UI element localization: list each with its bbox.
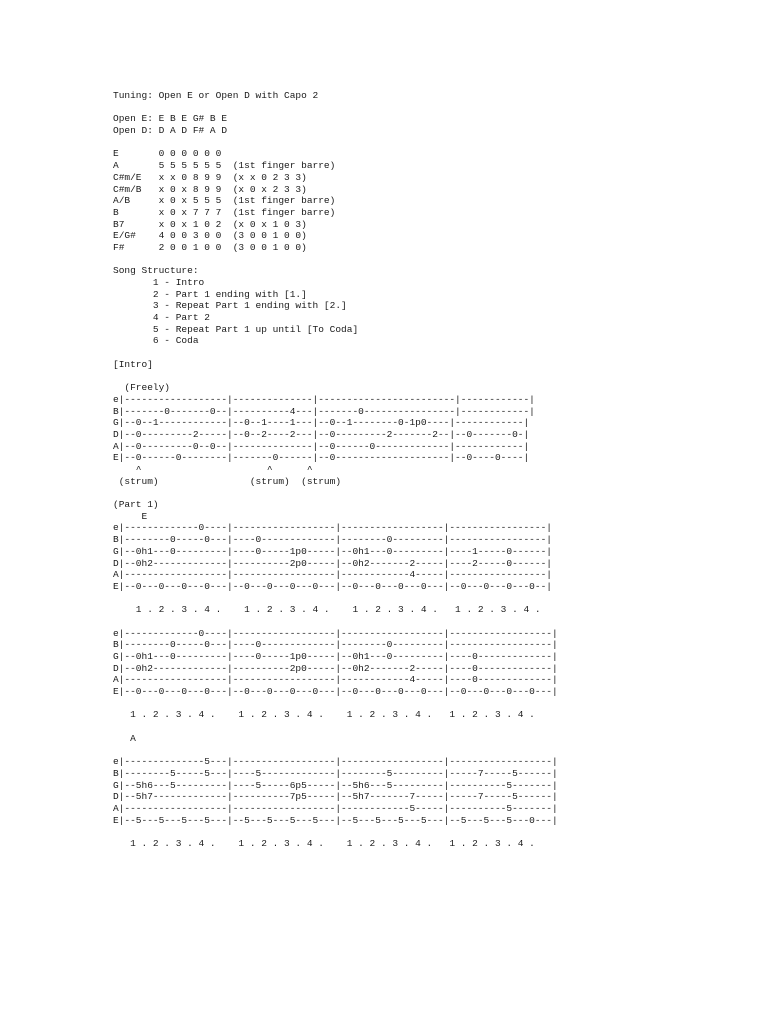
tuning-line: Tuning: Open E or Open D with Capo 2 <box>113 90 319 101</box>
tab-string: D|--0---------2-----|--0--2----2---|--0---------2-------2--|--0-------0-| <box>113 428 530 440</box>
tab-string: e|------------------|--------------|------------------------|------------| <box>113 393 535 405</box>
tab-string: B|--------5-----5---|----5-------------|--------5---------|-----7-----5------| <box>113 767 558 779</box>
chord-row: F# 2 0 0 1 0 0 (3 0 0 1 0 0) <box>113 241 307 253</box>
chord-row: B7 x 0 x 1 0 2 (x 0 x 1 0 3) <box>113 218 307 230</box>
structure-item: 6 - Coda <box>113 335 199 347</box>
tab-string: E|--5---5---5---5---|--5---5---5---5---|--5---5---5---5---|--5---5---5---0---| <box>113 814 558 826</box>
chord-row: C#m/B x 0 x 8 9 9 (x 0 x 2 3 3) <box>113 183 307 195</box>
tab-string: E|--0---0---0---0---|--0---0---0---0---|--0---0---0---0---|--0---0---0---0---| <box>113 686 558 698</box>
beat-count: 1 . 2 . 3 . 4 . 1 . 2 . 3 . 4 . 1 . 2 . 3 . 4 . 1 . 2 . 3 . 4 . <box>113 838 535 849</box>
part1-label: (Part 1) <box>113 499 159 511</box>
structure-item: 1 - Intro <box>113 277 205 288</box>
open-d-line: Open D: D A D F# A D <box>113 125 228 137</box>
intro-label: [Intro] <box>113 358 153 370</box>
strum-labels: (strum) (strum) (strum) <box>113 475 342 487</box>
tab-string: A|------------------|------------------|------------4-----|----0-------------| <box>113 674 558 686</box>
tab-document <box>113 90 753 850</box>
structure-title: Song Structure: <box>113 265 199 277</box>
tab-string: e|-------------0----|------------------|------------------|------------------| <box>113 627 558 639</box>
tab-string: e|-------------0----|------------------|------------------|-----------------| <box>113 522 552 534</box>
tab-string: B|--------0-----0---|----0-------------|--------0---------|------------------| <box>113 639 558 651</box>
intro-freely: (Freely) <box>113 382 171 394</box>
chord-row: E/G# 4 0 0 3 0 0 (3 0 0 1 0 0) <box>113 230 307 242</box>
song-structure <box>113 265 753 347</box>
open-e-line: Open E: E B E G# B E <box>113 113 228 125</box>
tab-string: G|--0h1---0---------|----0-----1p0-----|--0h1---0---------|----0-------------| <box>113 651 558 662</box>
tab-string: D|--0h2-------------|----------2p0-----|--0h2-------2-----|----2-----0------| <box>113 557 552 569</box>
tab-string: E|--0---0---0---0---|--0---0---0---0---|--0---0---0---0---|--0---0---0---0--| <box>113 580 552 592</box>
chord-row: C#m/E x x 0 8 9 9 (x x 0 2 3 3) <box>113 171 307 183</box>
tab-string: E|--0------0--------|-------0------|--0--------------------|--0----0----| <box>113 452 530 464</box>
intro-section <box>113 359 753 488</box>
chord-chart <box>113 148 753 253</box>
tab-string: A|------------------|------------------|------------5-----|----------5-------| <box>113 802 558 814</box>
tab-string: D|--5h7-------------|----------7p5-----|--5h7-------7-----|-----7-----5------| <box>113 791 558 803</box>
beat-count: 1 . 2 . 3 . 4 . 1 . 2 . 3 . 4 . 1 . 2 . 3 . 4 . 1 . 2 . 3 . 4 . <box>113 709 535 721</box>
structure-item: 5 - Repeat Part 1 up until [To Coda] <box>113 323 359 335</box>
tab-string: A|--0---------0--0--|--------------|--0------0-------------|------------| <box>113 440 530 452</box>
strum-carets: ^ ^ ^ <box>113 464 313 475</box>
tab-string: B|-------0-------0--|----------4---|-------0----------------|------------| <box>113 405 535 417</box>
beat-count: 1 . 2 . 3 . 4 . 1 . 2 . 3 . 4 . 1 . 2 . 3 . 4 . 1 . 2 . 3 . 4 . <box>113 604 541 616</box>
chord-row: B x 0 x 7 7 7 (1st finger barre) <box>113 206 336 218</box>
chord-row: A 5 5 5 5 5 5 (1st finger barre) <box>113 160 336 172</box>
tab-string: G|--0h1---0---------|----0-----1p0-----|--0h1---0---------|----1-----0------| <box>113 545 552 557</box>
chord-label-e: E <box>113 510 148 522</box>
chord-row: E 0 0 0 0 0 0 <box>113 148 222 160</box>
structure-item: 4 - Part 2 <box>113 312 210 324</box>
chord-label-a: A <box>113 732 136 744</box>
tab-string: e|--------------5---|------------------|------------------|------------------| <box>113 756 558 768</box>
tab-string: G|--0--1------------|--0--1----1---|--0--1--------0-1p0----|------------| <box>113 417 530 429</box>
tab-string: A|------------------|------------------|------------4-----|-----------------| <box>113 569 552 581</box>
chord-row: A/B x 0 x 5 5 5 (1st finger barre) <box>113 195 336 207</box>
tab-string: D|--0h2-------------|----------2p0-----|--0h2-------2-----|----0-------------| <box>113 662 558 674</box>
structure-item: 2 - Part 1 ending with [1.] <box>113 288 307 300</box>
tab-string: G|--5h6---5---------|----5-----6p5-----|--5h6---5---------|----------5-------| <box>113 779 558 791</box>
part1-section <box>113 499 753 850</box>
tab-string: B|--------0-----0---|----0-------------|--------0---------|-----------------| <box>113 534 552 546</box>
structure-item: 3 - Repeat Part 1 ending with [2.] <box>113 300 347 312</box>
